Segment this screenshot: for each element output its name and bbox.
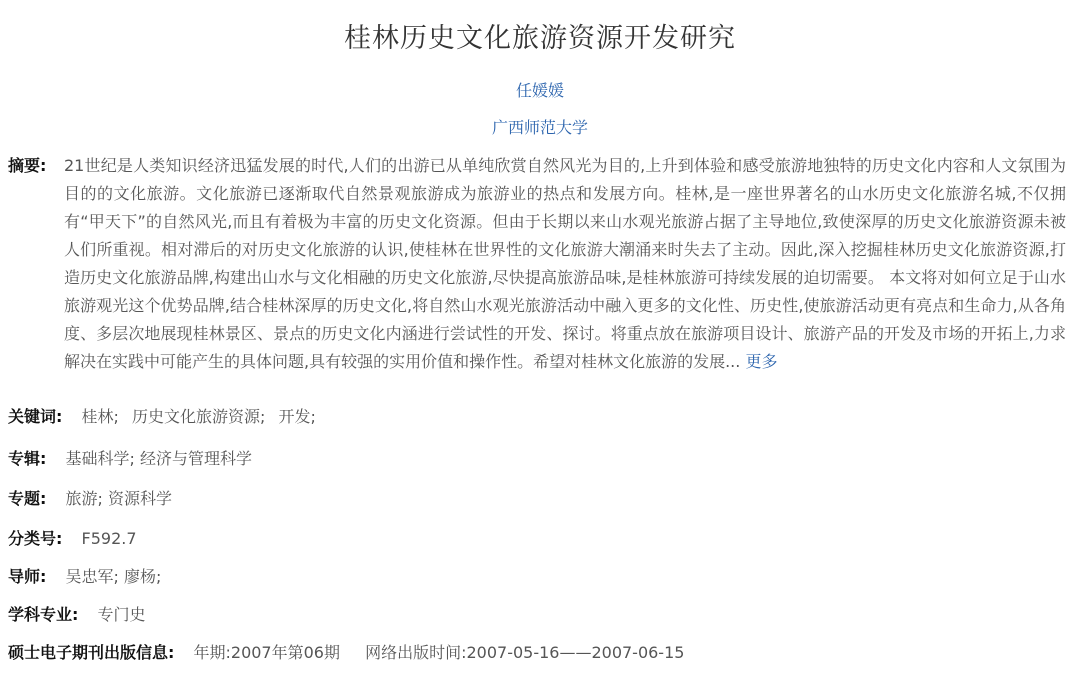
abstract-text-block: [64, 152, 1066, 376]
collection-row: [8, 448, 252, 470]
classification-label: 分类号:: [8, 529, 63, 548]
publication-row: [8, 642, 684, 664]
classification-value: F592.7: [81, 529, 137, 548]
publication-issue: 年期:2007年第06期: [193, 643, 340, 662]
keywords-row: [8, 406, 324, 428]
author-link[interactable]: 任媛媛: [515, 81, 564, 100]
abstract-label: 摘要:: [8, 156, 47, 175]
keyword-link[interactable]: 桂林;: [81, 407, 119, 426]
supervisor-row: [8, 566, 161, 588]
topic-label: 专题:: [8, 489, 47, 508]
topic-value: 旅游; 资源科学: [65, 489, 172, 508]
keyword-link[interactable]: 开发;: [278, 407, 316, 426]
major-value: 专门史: [97, 605, 146, 624]
major-label: 学科专业:: [8, 605, 79, 624]
keywords-label: 关键词:: [8, 407, 63, 426]
supervisor-label: 导师:: [8, 567, 47, 586]
collection-value: 基础科学; 经济与管理科学: [65, 449, 252, 468]
collection-label: 专辑:: [8, 449, 47, 468]
major-row: [8, 604, 146, 626]
publication-label: 硕士电子期刊出版信息:: [8, 643, 175, 662]
page-title: 桂林历史文化旅游资源开发研究: [344, 23, 736, 54]
publication-online-date: 网络出版时间:2007-05-16——2007-06-15: [365, 643, 685, 662]
abstract-section: [8, 152, 1066, 376]
classification-row: [8, 528, 137, 550]
more-link[interactable]: 更多: [745, 352, 778, 371]
abstract-text: 21世纪是人类知识经济迅猛发展的时代,人们的出游已从单纯欣赏自然风光为目的,上升到体验和感受旅游地独特的历史文化内容和人文氛围为目的的文化旅游。文化旅游已逐渐取代自然景观旅游成为旅游业的热点和发展方向。桂林,是一座世界著名的山水历史文化旅游名城,不仅拥有“甲天下”的自然风光,而且有着极为丰富的历史文化资源。但由于长期以来山水观光旅游占据了主导地位,致使深厚的历史文化旅游资源未被人们所重视。相对滞后的对历史文化旅游的认识,使桂林在世界性的文化旅游大潮涌来时失去了主动。因此,深入挖掘桂林历史文化旅游资源,打造历史文化旅游品牌,构建出山水与文化相融的历史文化旅游,尽快提高旅游品味,是桂林旅游可持续发展的迫切需要。 本文将对如何立足于山水旅游观光这个优势品牌,结合桂林深厚的历史文化,将自然山水观光旅游活动中融入更多的文化性、历史性,使旅游活动更有亮点和生命力,从各角度、多层次地展现桂林景区、景点的历史文化内涵进行尝试性的开发、探讨。将重点放在旅游项目设计、旅游产品的开发及市场的开拓上,力求解决在实践中可能产生的具体问题,具有较强的实用价值和操作性。希望对桂林文化旅游的发展...: [64, 156, 1066, 371]
organization-link[interactable]: 广西师范大学: [491, 118, 588, 137]
keyword-link[interactable]: 历史文化旅游资源;: [132, 407, 266, 426]
topic-row: [8, 488, 172, 510]
supervisor-value: 吴忠军; 廖杨;: [65, 567, 162, 586]
